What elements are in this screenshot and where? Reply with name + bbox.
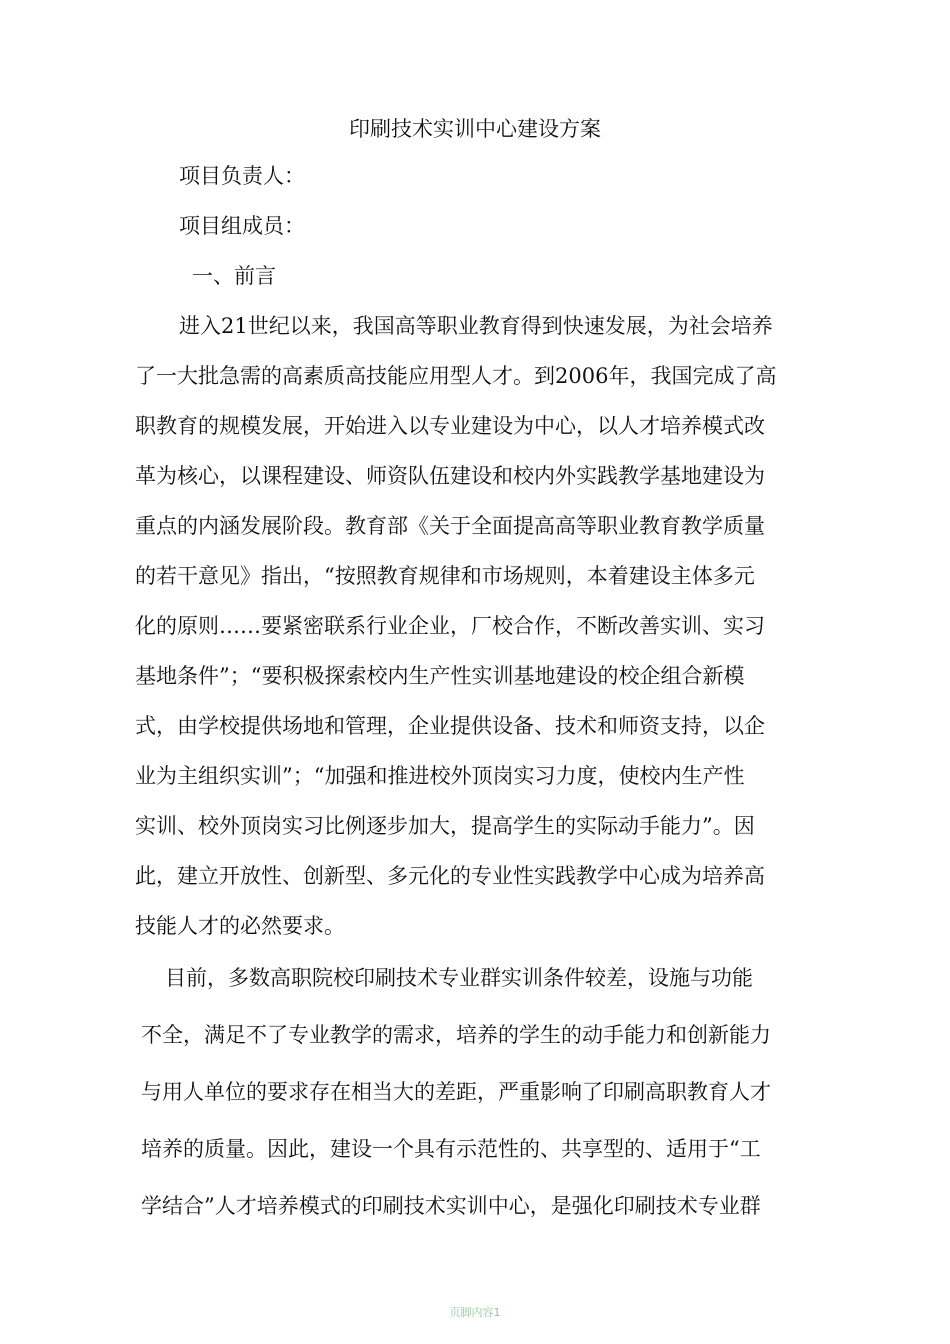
- para1-line-3: 职教育的规模发展，开始进入以专业建设为中心，以人才培养模式改: [135, 414, 765, 438]
- para2-line-4: 培养的质量。因此，建设一个具有示范性的、共享型的、适用于“工: [141, 1137, 761, 1161]
- para1-line-2: 了一大批急需的高素质高技能应用型人才。到2006年，我国完成了高: [135, 364, 777, 388]
- para2-line-5: 学结合”人才培养模式的印刷技术实训中心，是强化印刷技术专业群: [141, 1194, 761, 1218]
- para1-line-6: 的若干意见》指出，“按照教育规律和市场规则，本着建设主体多元: [135, 564, 755, 588]
- para2-line-1: 目前，多数高职院校印刷技术专业群实训条件较差，设施与功能: [165, 966, 753, 990]
- para1-line-12: 此，建立开放性、创新型、多元化的专业性实践教学中心成为培养高: [135, 864, 765, 888]
- para1-line-11: 实训、校外顶岗实习比例逐步加大，提高学生的实际动手能力”。因: [135, 814, 755, 838]
- para1-line-8: 基地条件”；“要积极探索校内生产性实训基地建设的校企组合新模: [135, 664, 745, 688]
- para2-line-2: 不全，满足不了专业教学的需求，培养的学生的动手能力和创新能力: [141, 1023, 771, 1047]
- para1-line-5: 重点的内涵发展阶段。教育部《关于全面提高高等职业教育教学质量: [135, 514, 765, 538]
- para2-line-3: 与用人单位的要求存在相当大的差距，严重影响了印刷高职教育人才: [141, 1080, 771, 1104]
- para1-line-7: 化的原则……要紧密联系行业企业，厂校合作，不断改善实训、实习: [135, 614, 765, 638]
- section-heading-preface: 一、前言: [192, 264, 276, 288]
- page-footer: 页脚内容1: [449, 1306, 501, 1319]
- para1-line-10: 业为主组织实训”；“加强和推进校外顶岗实习力度，使校内生产性: [135, 764, 745, 788]
- project-members-label: 项目组成员：: [179, 214, 305, 238]
- project-leader-label: 项目负责人：: [179, 164, 305, 188]
- para1-line-1: 进入21世纪以来，我国高等职业教育得到快速发展，为社会培养: [179, 314, 773, 338]
- document-title: 印刷技术实训中心建设方案: [349, 117, 601, 141]
- para1-line-13: 技能人才的必然要求。: [135, 914, 345, 938]
- para1-line-9: 式，由学校提供场地和管理，企业提供设备、技术和师资支持，以企: [135, 714, 765, 738]
- para1-line-4: 革为核心，以课程建设、师资队伍建设和校内外实践教学基地建设为: [135, 464, 765, 488]
